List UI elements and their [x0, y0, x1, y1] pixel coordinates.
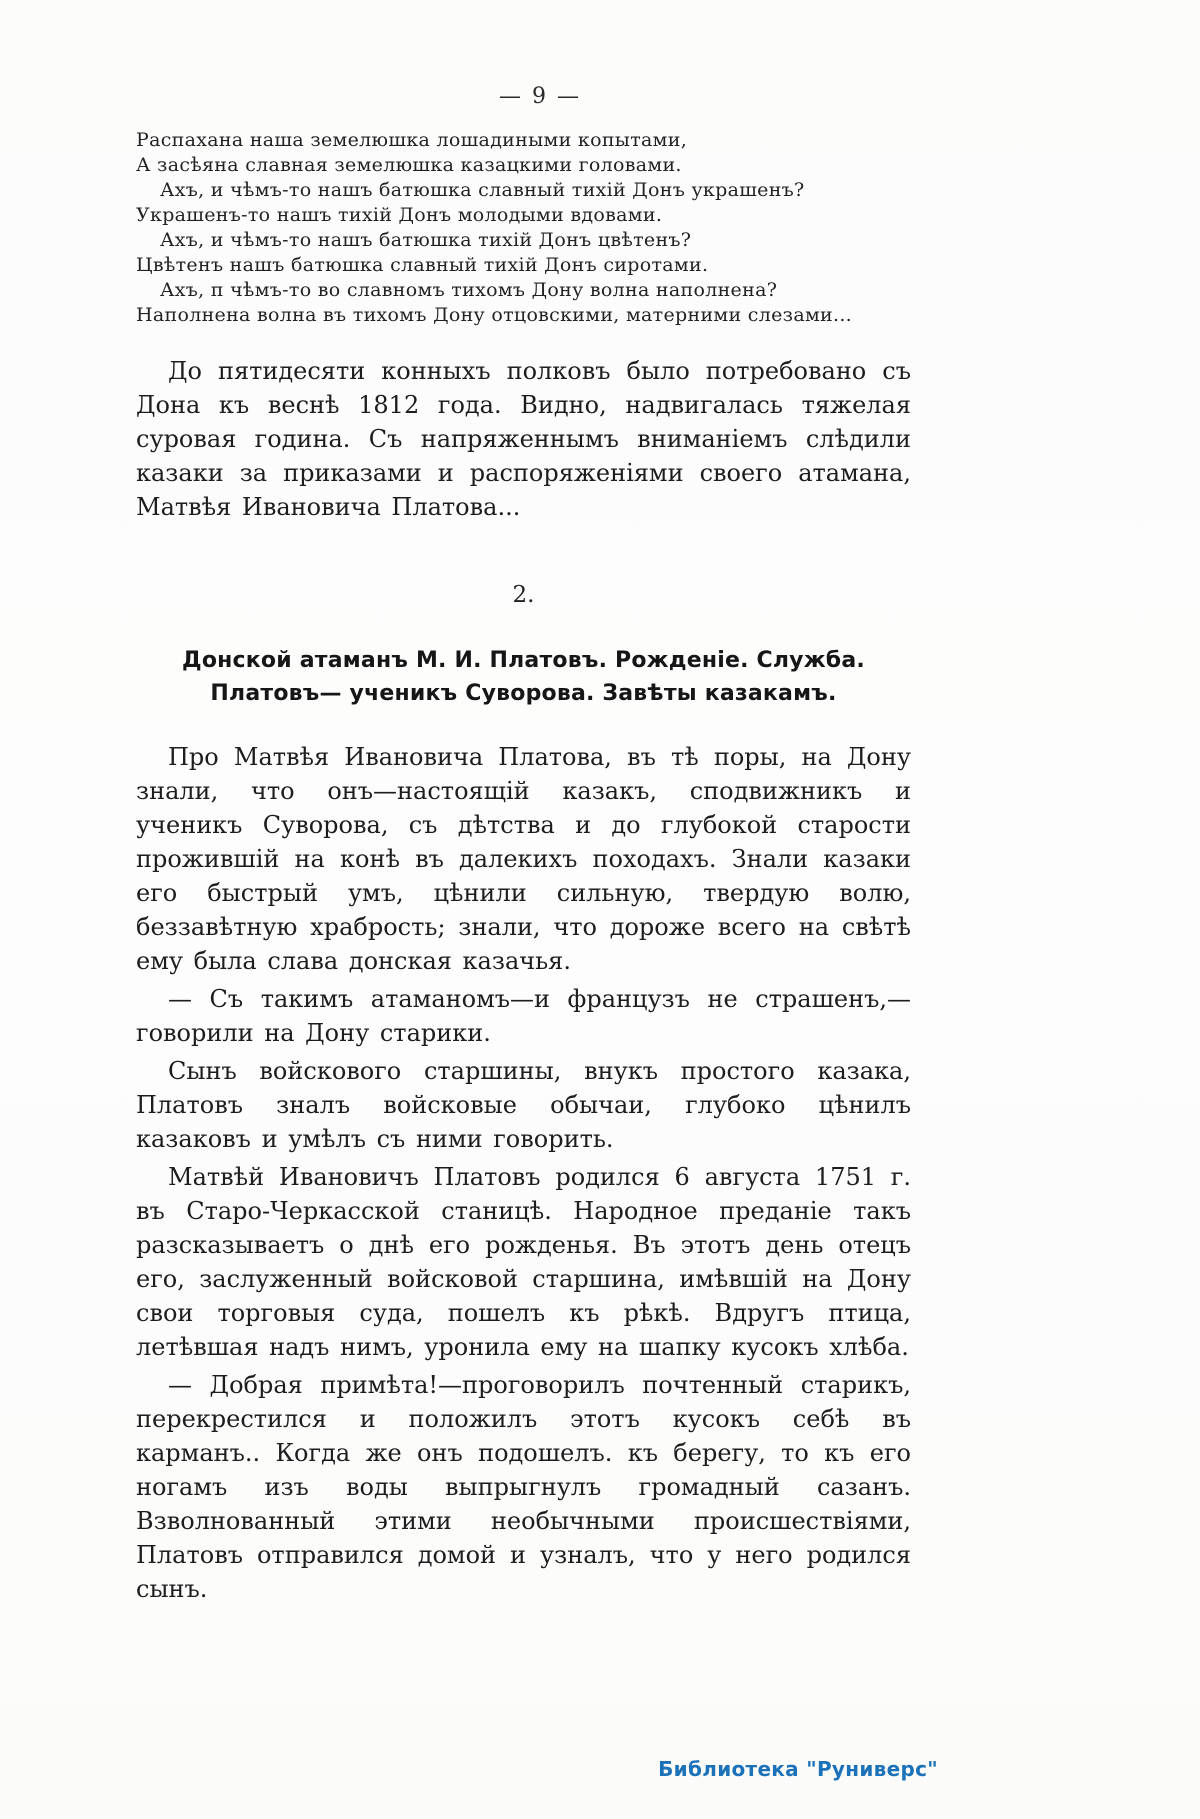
verse-line: Распахана наша земелюшка лошадиными копытами, — [136, 129, 688, 151]
verse-line: А засѣяна славная земелюшка казацкими головами. — [136, 154, 682, 176]
folk-song-verse — [136, 128, 911, 328]
verse-line: Наполнена волна въ тихомъ Дону отцовскими, матерними слезами... — [136, 304, 853, 326]
intro-paragraph: До пятидесяти конныхъ полковъ было потребовано съ Дона къ веснѣ 1812 года. Видно, надвигалась тяжелая суровая година. Съ напряженнымъ вниманіемъ слѣдили казаки за приказами и распоряженіями своего атамана, Матвѣя Ивановича Платова... — [136, 357, 911, 521]
body-paragraph: Про Матвѣя Ивановича Платова, въ тѣ поры, на Дону знали, что онъ—настоящій казакъ, сподвижникъ и ученикъ Суворова, съ дѣтства и до глубокой старости прожившій на конѣ въ далекихъ походахъ. Знали казаки его быстрый умъ, цѣнили сильную, твердую волю, беззавѣтную храбрость; знали, что дороже всего на свѣтѣ ему была слава донская казачья. — [136, 743, 911, 975]
verse-line: Цвѣтенъ нашъ батюшка славный тихій Донъ сиротами. — [136, 254, 709, 276]
library-watermark: Библиотека "Руниверс" — [658, 1757, 938, 1781]
verse-line: Ахъ, и чѣмъ-то нашъ батюшка тихій Донъ цвѣтенъ? — [160, 229, 692, 251]
body-paragraph: Матвѣй Ивановичъ Платовъ родился 6 августа 1751 г. въ Старо-Черкасской станицѣ. Народное преданіе такъ разсказываетъ о днѣ его рожденья. Въ этотъ день отецъ его, заслуженный войсковой старшина, имѣвшій на Дону свои торговыя суда, пошелъ къ рѣкѣ. Вдругъ птица, летѣвшая надъ нимъ, уронила ему на шапку кусокъ хлѣба. — [136, 1163, 911, 1361]
section-heading: Донской атаманъ М. И. Платовъ. Рожденіе. Служба. Платовъ— ученикъ Суворова. Завѣты казакамъ. — [182, 648, 865, 706]
body-paragraph: — Съ такимъ атаманомъ—и французъ не страшенъ,— говорили на Дону старики. — [136, 985, 911, 1047]
text-column — [136, 128, 911, 1610]
verse-line: Ахъ, п чѣмъ-то во славномъ тихомъ Дону волна наполнена? — [160, 279, 778, 301]
section-number: 2. — [512, 582, 535, 608]
verse-line: Украшенъ-то нашъ тихій Донъ молодыми вдовами. — [136, 204, 663, 226]
body-paragraph: Сынъ войскового старшины, внукъ простого казака, Платовъ зналъ войсковые обычаи, глубоко цѣнилъ казаковъ и умѣлъ съ ними говорить. — [136, 1057, 911, 1153]
verse-line: Ахъ, и чѣмъ-то нашъ батюшка славный тихій Донъ украшенъ? — [160, 179, 805, 201]
body-paragraph: — Добрая примѣта!—проговорилъ почтенный старикъ, перекрестился и положилъ этотъ кусокъ себѣ въ карманъ.. Когда же онъ подошелъ. къ берегу, то къ его ногамъ изъ воды выпрыгнулъ громадный сазанъ. Взволнованный этими необычными происшествіями, Платовъ отправился домой и узналъ, что у него родился сынъ. — [136, 1371, 911, 1603]
page-number: — 9 — — [499, 84, 581, 109]
